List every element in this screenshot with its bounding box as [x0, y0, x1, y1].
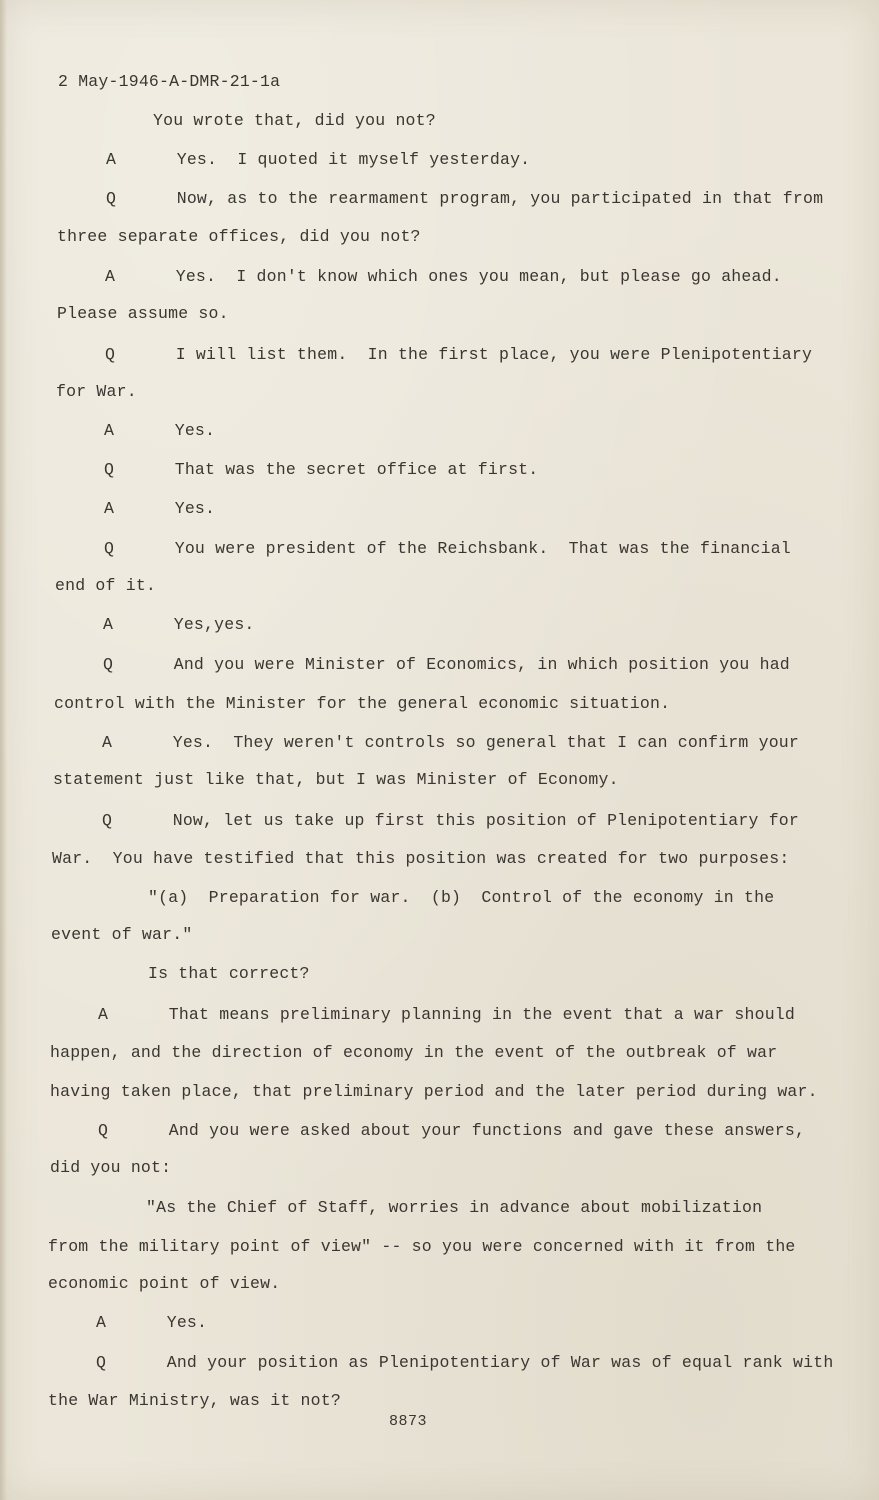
text-line: A Yes.: [104, 499, 216, 518]
text-line: Is that correct?: [148, 964, 310, 983]
page-edge: [0, 0, 7, 1500]
text-line: the War Ministry, was it not?: [48, 1391, 341, 1410]
text-line: for War.: [56, 382, 137, 401]
page-number: 8873: [389, 1413, 428, 1430]
text-line: three separate offices, did you not?: [57, 227, 421, 246]
text-line: A Yes. I don't know which ones you mean, but please go ahead.: [105, 267, 782, 286]
text-line: War. You have testified that this position was created for two purposes:: [52, 849, 790, 868]
text-line: A Yes. I quoted it myself yesterday.: [106, 150, 531, 169]
text-line: Please assume so.: [57, 304, 229, 323]
text-line: Q That was the secret office at first.: [104, 460, 539, 479]
text-line: Q And you were Minister of Economics, in which position you had: [103, 655, 790, 674]
text-line: end of it.: [55, 576, 157, 595]
text-line: Q And your position as Plenipotentiary of War was of equal rank with: [96, 1353, 834, 1372]
text-line: having taken place, that preliminary period and the later period during war.: [50, 1082, 818, 1101]
text-line: Q Now, let us take up first this position of Plenipotentiary for: [102, 811, 800, 830]
text-line: from the military point of view" -- so you were concerned with it from the: [48, 1237, 796, 1256]
text-line: event of war.": [51, 925, 193, 944]
text-line: "(a) Preparation for war. (b) Control of the economy in the: [148, 888, 775, 907]
text-line: statement just like that, but I was Minister of Economy.: [53, 770, 619, 789]
text-line: A Yes.: [104, 421, 216, 440]
text-line: economic point of view.: [48, 1274, 281, 1293]
text-line: You wrote that, did you not?: [153, 111, 436, 130]
text-line: A That means preliminary planning in the event that a war should: [98, 1005, 796, 1024]
text-line: Q And you were asked about your functions and gave these answers,: [98, 1121, 806, 1140]
text-line: control with the Minister for the general economic situation.: [54, 694, 671, 713]
text-line: A Yes.: [96, 1313, 208, 1332]
text-line: Q I will list them. In the first place, you were Plenipotentiary: [105, 345, 813, 364]
text-line: A Yes,yes.: [103, 615, 255, 634]
text-line: Q You were president of the Reichsbank. That was the financial: [104, 539, 791, 558]
text-line: A Yes. They weren't controls so general that I can confirm your: [102, 733, 800, 752]
text-line: Q Now, as to the rearmament program, you participated in that from: [106, 189, 824, 208]
text-line: happen, and the direction of economy in the event of the outbreak of war: [50, 1043, 778, 1062]
text-line: did you not:: [50, 1158, 172, 1177]
text-line: "As the Chief of Staff, worries in advance about mobilization: [146, 1198, 763, 1217]
document-header: 2 May-1946-A-DMR-21-1a: [58, 72, 281, 91]
